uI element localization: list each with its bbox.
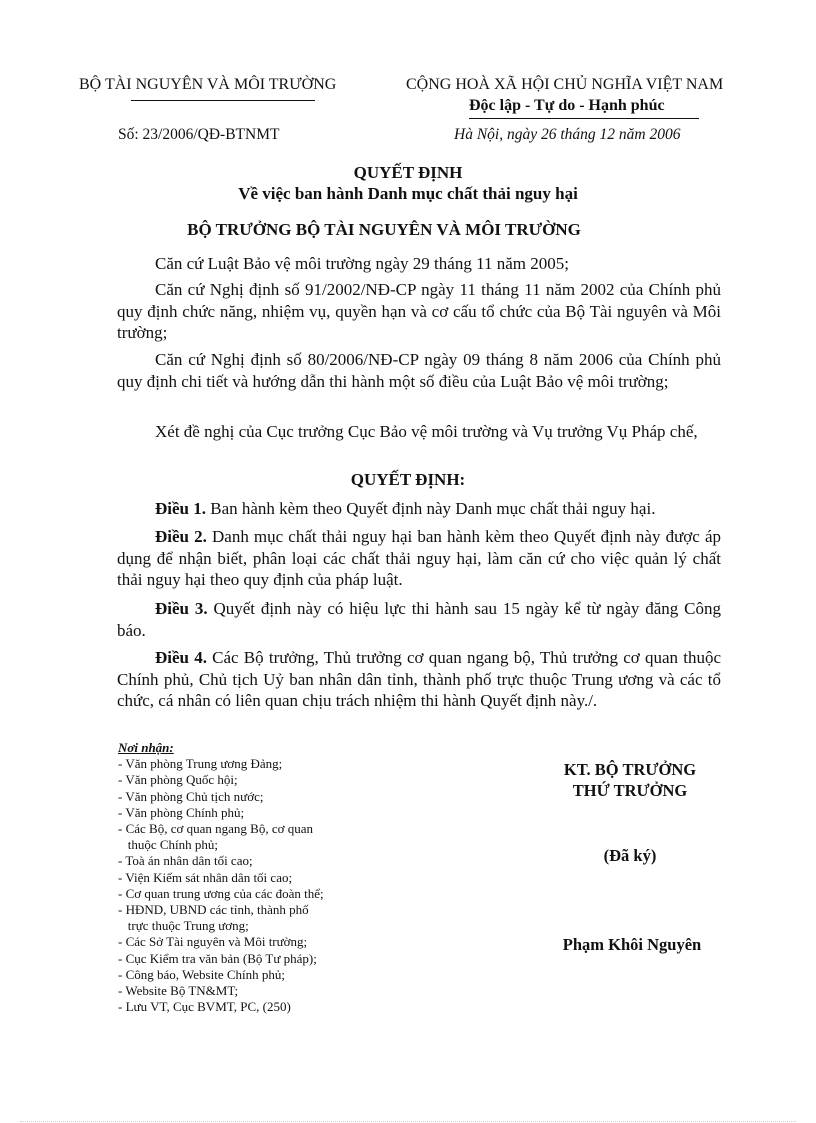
recipient-item: - Văn phòng Chủ tịch nước; [118,788,264,804]
document-type: QUYẾT ĐỊNH [353,163,463,182]
decision-heading: QUYẾT ĐỊNH: [350,470,466,489]
recipient-item: - HĐND, UBND các tỉnh, thành phố [118,902,309,918]
article-3: Điều 3. Quyết định này có hiệu lực thi hành sau 15 ngày kể từ ngày đăng Công báo. [117,599,721,640]
national-motto: Độc lập - Tự do - Hạnh phúc [469,97,665,114]
article-4: Điều 4. Các Bộ trưởng, Thủ trưởng cơ quan ngang bộ, Thủ trưởng cơ quan thuộc Chính phủ, Chủ tịch Uỷ ban nhân dân tỉnh, thành phố trực thuộc Trung ương và các tổ chức, cá nhân có liên quan chịu trách nhiệm thi hành Quyết định này./. [117,648,722,710]
recipient-item: - Văn phòng Chính phủ; [118,804,245,820]
issuing-authority: BỘ TRƯỞNG BỘ TÀI NGUYÊN VÀ MÔI TRƯỜNG [187,220,581,239]
legal-basis: Căn cứ Luật Bảo vệ môi trường ngày 29 tháng 11 năm 2005; [155,254,569,273]
signer-position: THỨ TRƯỞNG [572,781,688,800]
recipient-item: - Toà án nhân dân tối cao; [118,853,253,869]
document-subject: Về việc ban hành Danh mục chất thải nguy hại [238,184,578,203]
article-1: Điều 1. Ban hành kèm theo Quyết định này Danh mục chất thải nguy hại. [155,499,656,518]
page-edge [20,1121,796,1122]
legal-basis: Căn cứ Nghị định số 80/2006/NĐ-CP ngày 09 tháng 8 năm 2006 của Chính phủ quy định chi tiết và hướng dẫn thi hành một số điều của Luật Bảo vệ môi trường; [117,350,721,391]
signed-note: (Đã ký) [603,846,657,865]
agency-underline [131,100,315,101]
recipient-item: - Công báo, Website Chính phủ; [118,966,285,982]
recipient-item: trực thuộc Trung ương; [118,918,249,934]
place-and-date: Hà Nội, ngày 26 tháng 12 năm 2006 [454,126,681,143]
recipient-item: - Các Bộ, cơ quan ngang Bộ, cơ quan [118,821,313,837]
legal-basis: Căn cứ Nghị định số 91/2002/NĐ-CP ngày 11 tháng 11 năm 2002 của Chính phủ quy định chức năng, nhiệm vụ, quyền hạn và cơ cấu tổ chức của Bộ Tài nguyên và Môi trường; [117,280,721,342]
recipient-item: - Website Bộ TN&MT; [118,983,239,999]
recipient-item: - Văn phòng Quốc hội; [118,772,238,788]
recipient-item: thuộc Chính phủ; [118,837,219,853]
recipients-block [118,740,324,1015]
recipients-title: Nơi nhận: [118,740,174,755]
issuing-agency: BỘ TÀI NGUYÊN VÀ MÔI TRƯỜNG [79,76,337,93]
recipient-item: - Văn phòng Trung ương Đảng; [118,756,283,772]
signer-title: KT. BỘ TRƯỞNG [563,760,697,779]
motto-underline [469,118,699,119]
article-2: Điều 2. Danh mục chất thải nguy hại ban hành kèm theo Quyết định này được áp dụng để nhận biết, phân loại các chất thải nguy hại, làm căn cứ cho việc quản lý chất thải nguy hại theo quy định của pháp luật. [117,527,722,589]
proposal-clause: Xét đề nghị của Cục trưởng Cục Bảo vệ môi trường và Vụ trưởng Vụ Pháp chế, [155,422,698,441]
recipient-item: - Các Sở Tài nguyên và Môi trường; [118,934,308,950]
recipient-item: - Cơ quan trung ương của các đoàn thể; [118,885,324,901]
recipient-item: - Viện Kiểm sát nhân dân tối cao; [118,869,293,885]
document-number: Số: 23/2006/QĐ-BTNMT [118,126,280,143]
signer-name: Phạm Khôi Nguyên [562,935,702,954]
recipient-item: - Cục Kiểm tra văn bản (Bộ Tư pháp); [118,950,317,966]
recipient-item: - Lưu VT, Cục BVMT, PC, (250) [118,999,291,1015]
nation-name: CỘNG HOÀ XÃ HỘI CHỦ NGHĨA VIỆT NAM [406,76,724,93]
